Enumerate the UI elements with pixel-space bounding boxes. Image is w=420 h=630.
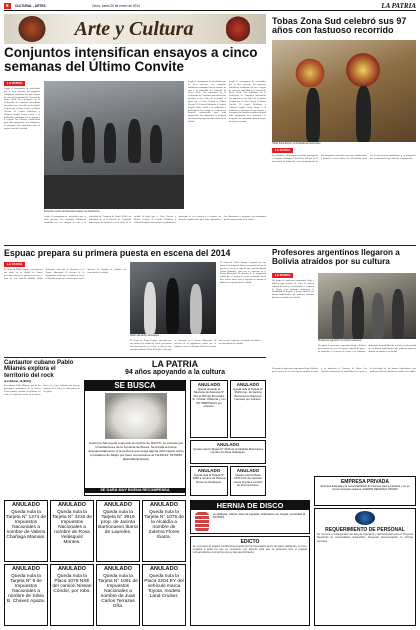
right-top-body: Un colorido y majestuoso recorrido protagonizó el conjunto folklórico Tobas Zona Sud por su 97 aniversario de fundación, con la participación de sus integrantes ataviados con trajes tradicionales y plumas de vivos colores. La celebración contó con la presencia de autoridades y ex integrantes que recordaron la trayectoria de la agrupación.: [272, 155, 416, 163]
classified-5: [4, 564, 48, 626]
empresa-privada-body: Empresa dedicada a la comercialización de insumos para la industria y en su primer semestre requiere: AGENTE REGIONAL ORURO: [320, 485, 410, 492]
right-mid-body: Un grupo de profesores argentinos llegó a Bolivia para conocer de cerca la riqueza cultural del país y en particular el Carnaval de Oruro. Los visitantes destacaron la amabilidad de la gente y la diversidad de las danzas tradicionales que pudieron observar durante su estadía en la ciudad.: [272, 280, 314, 300]
classified-2-body: Queda nula la Tarjeta N° 3216 de Impuestos Nacionales a nombre de Rosa Velásquez Montes.: [52, 509, 92, 546]
middle-source-tag: LA PATRIA: [4, 262, 25, 267]
anulado-ad-5: [230, 466, 266, 496]
anulado-ad-4-body: Queda nula la Tarjeta N° 1086 a nombre de Zulema Flores de Rodríguez.: [192, 472, 226, 484]
classified-1-body: Queda nula la Tarjeta N° 1274 de Impuestos Nacionales a nombre de Valerio Chañaga Mamani.: [6, 509, 46, 541]
empresa-privada-title: EMPRESA PRIVADA: [340, 479, 390, 485]
page-header: [4, 3, 416, 11]
anulado-ad-3-body: Queda nula la Tarjeta N° 3216 de la Alcaldía Municipal a nombre de Rosa Velásquez.: [193, 446, 263, 455]
main-headline: Conjuntos intensifican ensayos a cinco semanas del Último Convite: [4, 45, 258, 75]
anulado-ad-3-title: ANULADO: [216, 442, 240, 447]
se-busca-reward: SE DARÁ MUY BUENA RECOMPENSA: [85, 488, 185, 493]
left-bottom-headline: Cantautor cubano Pablo Milanés explora el territorio del rock: [4, 360, 74, 379]
classified-1-title: ANULADO: [12, 502, 40, 508]
main-article-body: Según el cronograma de actividades que se tiene previsto, los conjuntos folklóricos continúan con sus ensayos de cara a la festividad del Carnaval de Oruro 2014. Los miembros de la Federación de Conjuntos intensifican sus prácticas en las calles de la ciudad, al igual que el Gran Convite y Último Convite. El Comité Folklórico y Cultural Fraglia Oruro invitó a la población a participar de los ensayos y a respetar los horarios establecidos para cada agrupación. Los danzarines se preparan con entusiasmo para la mayor fiesta de la ciudad.: [4, 88, 40, 131]
anulado-ad-5-body: Queda nula la Placa 1074 FVC de vehículo marca Toyota a nombre de Jhonny Flores.: [233, 472, 263, 488]
classified-6-title: ANULADO: [58, 566, 86, 572]
empresa-privada-ad: [314, 476, 416, 506]
main-article-body-col3: Según el cronograma de actividades que se tiene previsto, los conjuntos folklóricos continúan con sus ensayos de cara a la festividad del Carnaval de Oruro 2014. Los miembros de la Federación de Conjuntos intensifican sus prácticas en las calles de la ciudad, al igual que el Gran Convite y Último Convite. El Comité Folklórico y Cultural Fraglia Oruro invitó a la población a participar de los ensayos y a respetar los horarios establecidos para cada agrupación. Los danzarines se preparan con entusiasmo para la mayor fiesta de la ciudad.: [229, 81, 266, 124]
classified-7-title: ANULADO: [104, 566, 132, 572]
section-banner-title: Arte y Cultura: [74, 18, 194, 40]
right-top-source-tag: LA PATRIA: [272, 148, 293, 153]
classified-3-body: Queda nula la Tarjeta N° 3919 prop. de Jacinta Barrionuevo Ibarra de Laureles.: [98, 509, 138, 535]
main-article-body-bottom: Según el cronograma de actividades que se tiene previsto, los conjuntos folklóricos continúan con sus ensayos de cara a la festividad del Carnaval de Oruro 2014. Los miembros de la Federación de Conjuntos intensifican sus prácticas en las calles de la ciudad, al igual que el Gran Convite y Último Convite. El Comité Folklórico y Cultural Fraglia Oruro invitó a la población a participar de los ensayos y a respetar los horarios establecidos para cada agrupación. Los danzarines se preparan con entusiasmo para la mayor fiesta de la ciudad.: [44, 216, 266, 224]
se-busca-title: SE BUSCA: [85, 381, 185, 391]
classified-4-body: Queda nula la Tarjeta N° 1075 de la Alcaldía a nombre de Zulema Flores Ibarra.: [144, 509, 184, 541]
right-mid-body-col2: Un grupo de profesores argentinos llegó a Bolivia para conocer de cerca la riqueza cultural del país y en particular el Carnaval de Oruro. Los visitantes destacaron la amabilidad de la gente y la diversidad de las danzas tradicionales que pudieron observar durante su estadía en la ciudad.: [318, 345, 416, 353]
section-label: CULTURAL - ARTES: [15, 4, 46, 8]
right-mid-headline: Profesores argentinos llegaron a Bolivia atraídos por su cultura: [272, 248, 400, 266]
section-banner: [4, 14, 266, 44]
main-photo-caption: Conjuntos rumbo al Carnaval ensayan con total fuerza: [44, 211, 100, 213]
middle-article-photo: [130, 262, 216, 334]
banner-dancer-image: [18, 16, 46, 42]
left-bottom-body: El cantautor Pablo Milanés, uno de los principales fundadores de la Nueva Trova cubana, explora el territorio del rock y los géneros fusión en su nuevo disco, en el que colabora con jóvenes músicos de la isla y de otros países de la región.: [4, 385, 80, 396]
middle-headline: Espuac prepara su primera puesta en escena del 2014: [4, 248, 231, 258]
right-mid-photo: [318, 273, 416, 339]
divider-1: [4, 245, 416, 246]
right-top-headline: Tobas Zona Sud celebró sus 97 años con fastuoso recorrido: [272, 16, 407, 36]
anulado-ad-4: [190, 466, 228, 496]
page-number: 6: [6, 3, 9, 8]
la-patria-ad-subtitle: 94 años apoyando a la cultura: [125, 369, 225, 377]
divider-2: [4, 357, 266, 358]
anulado-ad-2: [230, 380, 266, 438]
org-logo: [355, 511, 375, 525]
lost-dog-photo: [105, 393, 167, 439]
anulado-ad-5-title: ANULADO: [236, 468, 260, 473]
hernia-ad-title: HERNIA DE DISCO: [191, 501, 309, 510]
classified-5-body: Queda nula la Tarjeta N° 9 de Impuestos Nacionales a nombre de Silvia B. Chávez Apaza.: [6, 573, 46, 605]
hernia-ad-body: Lumbalgias, ciática, dolor de espalda, tratamiento sin cirugía. Consultas al 5276543: [213, 512, 306, 520]
classified-8-title: ANULADO: [150, 566, 178, 572]
classified-2-title: ANULADO: [58, 502, 86, 508]
masthead-logo: LA PATRIA: [381, 2, 416, 10]
anulado-ad-1-body: Queda anulado el Talonario de Facturas N° 001 al 050 del Proveedor Sr. Cristian Villacorta y con NIT 6698701021 por extravío.: [192, 386, 226, 409]
middle-article-body-col3: El elenco de Teatro Espuac, conocido por sus obras en la ciudad de Oruro, presentará una nueva puesta en escena, se trata de una comedia titulada 'Rolan Bolondos', obra que se estrenará en el Teatro Municipal. El director de la agrupación señaló que el trabajo se viene realizando desde hace varios meses con el objetivo de brindar al público un espectáculo de calidad.: [220, 262, 266, 285]
right-mid-body-continued: Un grupo de profesores argentinos llegó a Bolivia para conocer de cerca la riqueza cultural del país y en particular el Carnaval de Oruro. Los visitantes destacaron la amabilidad de la gente y la diversidad de las danzas tradicionales que pudieron observar durante su estadía en la ciudad.: [272, 368, 416, 373]
banner-mask-image: [226, 16, 250, 42]
anulado-ad-3: [190, 440, 266, 464]
requerimiento-ad: [314, 508, 416, 626]
hernia-ad: [190, 500, 310, 534]
edicto-title: EDICTO: [240, 539, 260, 545]
right-mid-source-tag: LA PATRIA: [272, 273, 293, 278]
classified-7-body: Queda nula la Tarjeta N° 1061 de Impuestos Nacionales a nombre de Juan Carlos Terrazas Oña.: [98, 573, 138, 610]
left-bottom-dateline: (La Habana, 18 (EFE)).-: [4, 380, 33, 383]
classified-6: [50, 564, 94, 626]
anulado-ad-2-title: ANULADO: [236, 382, 260, 387]
main-source-tag: LA PATRIA: [4, 81, 25, 86]
main-article-photo: [44, 81, 184, 209]
edicto-body: En el proceso de amparo constitucional seguido por los interesados dentro del plazo establecido, se cita y emplaza a todos los que se consideren con derecho para que se presenten ante el juzgado correspondiente en el término de ley, bajo apercibimiento.: [193, 545, 307, 555]
main-article-body-col2: Según el cronograma de actividades que se tiene previsto, los conjuntos folklóricos continúan con sus ensayos de cara a la festividad del Carnaval de Oruro 2014. Los miembros de la Federación de Conjuntos intensifican sus prácticas en las calles de la ciudad, al igual que el Gran Convite y Último Convite. El Comité Folklórico y Cultural Fraglia Oruro invitó a la población a participar de los ensayos y a respetar los horarios establecidos para cada agrupación. Los danzarines se preparan con entusiasmo para la mayor fiesta de la ciudad.: [188, 81, 226, 124]
issue-date: Oruro, lunes 20 de enero de 2014: [92, 4, 140, 8]
classified-3-title: ANULADO: [104, 502, 132, 508]
classified-4: [142, 500, 186, 562]
classified-3: [96, 500, 140, 562]
middle-article-body: El elenco de Teatro Espuac, conocido por sus obras en la ciudad de Oruro, presentará una nueva puesta en escena, se trata de una comedia titulada 'Rolan Bolondos', obra que se estrenará en el Teatro Municipal. El director de la agrupación señaló que el trabajo se viene realizando desde hace varios meses con el objetivo de brindar al público un espectáculo de calidad.: [4, 269, 126, 280]
classified-4-title: ANULADO: [150, 502, 178, 508]
edicto-notice: [190, 536, 310, 626]
la-patria-ad-title: LA PATRIA: [151, 359, 199, 369]
right-mid-photo-caption: Profesores argentinos en tierras bolivianas: [318, 340, 362, 342]
right-top-photo-caption: Tobas Zona Sud en su festividad de aniversario: [272, 143, 321, 145]
middle-photo-caption: Teatro del elenco de Espuac: [130, 335, 160, 337]
right-top-photo: [272, 40, 416, 142]
classified-7: [96, 564, 140, 626]
classified-1: [4, 500, 48, 562]
requerimiento-body: Se convoca a profesionales del área de ingeniería y administración para el Proyecto Desarrollo de Comunidades Sostenibles. Presentar documentación en oficinas centrales.: [317, 533, 413, 543]
classified-8: [142, 564, 186, 626]
la-patria-anniversary-ad: [84, 360, 266, 378]
requerimiento-title: REQUERIMIENTO DE PERSONAL: [325, 527, 405, 533]
classified-5-title: ANULADO: [12, 566, 40, 572]
anulado-ad-1-title: ANULADO: [197, 382, 221, 387]
middle-article-body-col2: El elenco de Teatro Espuac, conocido por sus obras en la ciudad de Oruro, presentará una nueva puesta en escena, se trata de una comedia titulada 'Rolan Bolondos', obra que se estrenará en el Teatro Municipal. El director de la agrupación señaló que el trabajo se viene realizando desde hace varios meses con el objetivo de brindar al público un espectáculo de calidad.: [130, 340, 261, 351]
classified-8-body: Queda nula la Placa 2204 EY del vehículo marca Toyota, modelo Land Cruiser.: [144, 573, 184, 599]
anulado-ad-1: [190, 380, 228, 438]
se-busca-ad: [84, 380, 186, 496]
classified-6-body: Queda nula la Placa 1078 NXE del camión Nissan Cóndor, por robo.: [52, 573, 92, 594]
anulado-ad-4-title: ANULADO: [197, 468, 221, 473]
spine-icon: [195, 512, 209, 532]
classified-2: [50, 500, 94, 562]
se-busca-body: Cachorro Samoyedo responde al nombre de NUCITI, se extravió por inmediaciones de la Terminal de Buses. Se brinda la busca desesperadamente. A la persona que tenga alguna información sobre el paradero de Mojito por favor comunicarse al 71132121, 5279456 (Estrellita El Diario): [88, 441, 184, 462]
anulado-ad-2-body: Queda nula la Tarjeta N° 3919 prop. de Jacinta Barrionuevo Ibarra de Laureles por extravío.: [232, 386, 264, 402]
